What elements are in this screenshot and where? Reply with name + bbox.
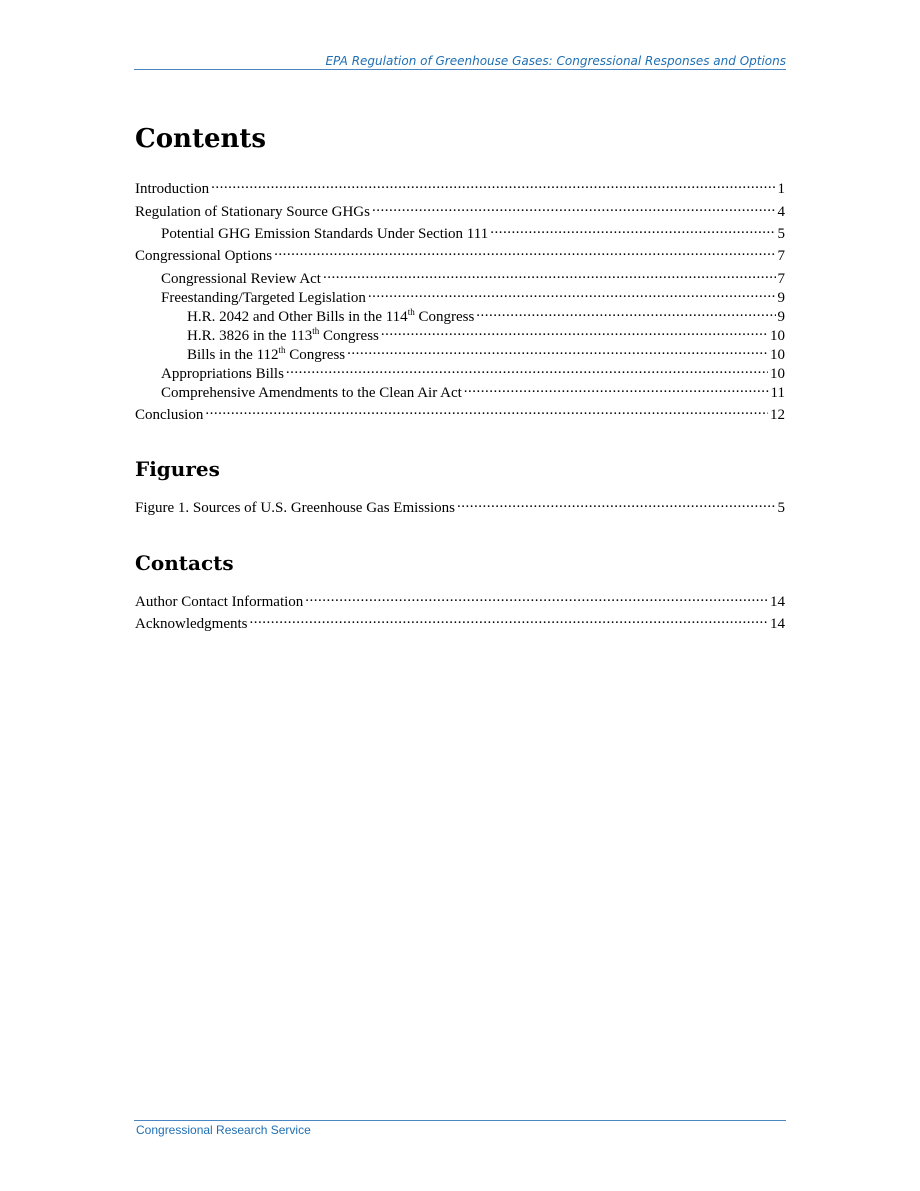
toc-entry-author-contact[interactable] [135,588,785,611]
toc-entry-label: Freestanding/Targeted Legislation [161,290,366,306]
toc-entry-page: 4 [777,204,785,220]
toc-leader-dots [205,401,768,419]
toc-leader-dots [323,265,776,283]
toc-leader-dots [274,242,775,260]
toc-entry-page: 1 [777,181,785,197]
toc-leader-dots [476,303,775,321]
toc-entry-page: 7 [777,271,785,287]
running-header-title: EPA Regulation of Greenhouse Gases: Congressional Responses and Options [325,54,786,68]
toc-entry-regulation-stationary-source[interactable] [135,198,785,221]
toc-leader-dots [457,494,776,512]
footer-publisher: Congressional Research Service [136,1123,311,1137]
contacts-heading: Contacts [135,551,234,575]
toc-leader-dots [490,220,775,238]
figures-heading: Figures [135,457,220,481]
toc-entry-label: H.R. 2042 and Other Bills in the 114th Congress [187,307,475,325]
toc-entry-page: 14 [770,594,785,610]
toc-entry-acknowledgments[interactable] [135,610,785,633]
toc-entry-page: 9 [777,290,785,306]
toc-entry-conclusion[interactable] [135,401,785,424]
toc-entry-label: Conclusion [135,407,204,423]
toc-entry-label: Potential GHG Emission Standards Under Section 111 [161,226,489,242]
toc-entry-label: Author Contact Information [135,594,304,610]
toc-entry-label: Comprehensive Amendments to the Clean Air Act [161,385,462,401]
toc-entry-label: Introduction [135,181,210,197]
toc-entry-page: 7 [777,248,785,264]
toc-entry-label: Regulation of Stationary Source GHGs [135,204,370,220]
toc-leader-dots [211,175,775,193]
toc-entry-page: 9 [777,309,785,325]
toc-entry-congressional-options[interactable] [135,242,785,265]
toc-entry-page: 5 [777,226,785,242]
toc-leader-dots [372,198,776,216]
footer-divider [134,1120,786,1121]
toc-entry-comprehensive-amendments[interactable] [161,379,785,402]
toc-leader-dots [464,379,769,397]
toc-leader-dots [381,322,768,340]
toc-leader-dots [249,610,768,628]
toc-entry-label: Congressional Options [135,248,273,264]
toc-entry-page: 10 [770,328,785,344]
toc-entry-introduction[interactable] [135,175,785,198]
toc-entry-label: Congressional Review Act [161,271,321,287]
toc-entry-page: 12 [770,407,785,423]
toc-entry-page: 5 [777,500,785,516]
toc-entry-label: H.R. 3826 in the 113th Congress [187,326,379,344]
toc-entry-page: 11 [770,385,785,401]
toc-entry-page: 14 [770,616,785,632]
toc-entry-label: Figure 1. Sources of U.S. Greenhouse Gas Emissions [135,500,455,516]
toc-leader-dots [305,588,768,606]
toc-entry-potential-ghg-standards[interactable] [161,220,785,243]
toc-entry-page: 10 [770,347,785,363]
toc-entry-label: Appropriations Bills [161,366,284,382]
toc-entry-page: 10 [770,366,785,382]
toc-entry-label: Bills in the 112th Congress [187,345,346,363]
toc-leader-dots [347,341,768,359]
toc-leader-dots [286,360,768,378]
contents-heading: Contents [135,124,267,154]
toc-entry-figure-1[interactable] [135,494,785,517]
toc-leader-dots [368,284,776,302]
toc-entry-label: Acknowledgments [135,616,248,632]
header-divider [134,69,786,70]
